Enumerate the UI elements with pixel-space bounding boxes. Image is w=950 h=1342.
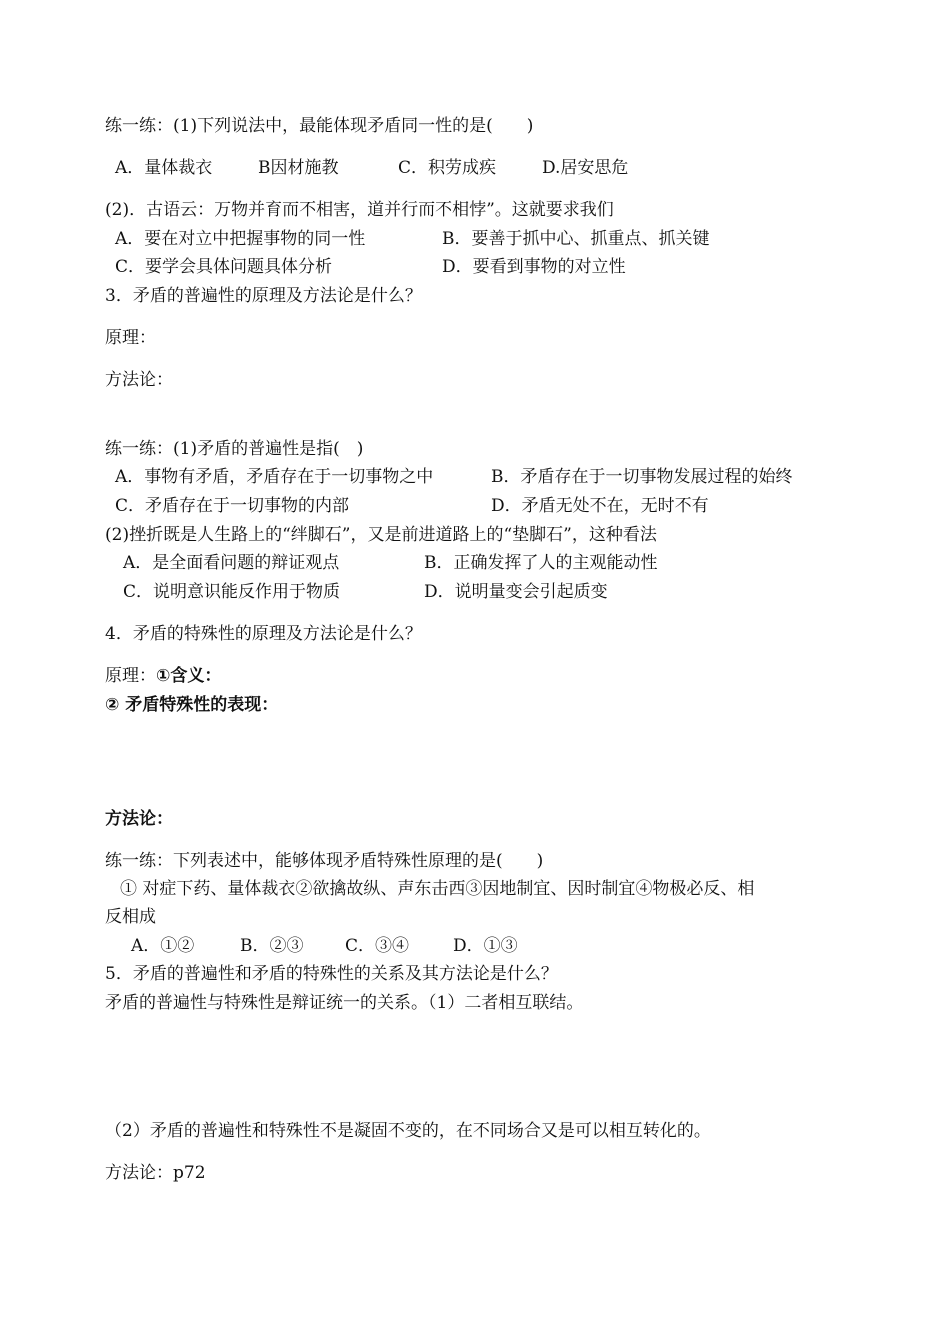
option-a: A．是全面看问题的辩证观点 [123, 553, 340, 573]
option-b: B因材施教 [258, 158, 339, 178]
option-d: D．矛盾无处不在，无时不有 [491, 496, 709, 516]
text-line: 练一练：(1)矛盾的普遍性是指( ) [105, 439, 364, 459]
text-line: 矛盾的普遍性与特殊性是辩证统一的关系。（1）二者相互联结。 [105, 993, 584, 1013]
text-line: 反相成 [105, 907, 156, 927]
text-line: (2)挫折既是人生路上的“绊脚石”，又是前进道路上的“垫脚石”，这种看法 [105, 525, 657, 545]
answer-label: 方法论： [105, 809, 173, 829]
question-heading: 3．矛盾的普遍性的原理及方法论是什么？ [105, 286, 422, 306]
answer-label: 原理： [105, 666, 156, 686]
option-a: A．事物有矛盾，矛盾存在于一切事物之中 [115, 467, 434, 487]
text-line: 练一练：下列表述中，能够体现矛盾特殊性原理的是( ) [105, 851, 544, 871]
option-a: A．要在对立中把握事物的同一性 [115, 229, 366, 249]
text-line: (2)．古语云：万物并育而不相害，道并行而不相悖”。这就要求我们 [105, 200, 614, 220]
option-d: D．要看到事物的对立性 [442, 257, 626, 277]
option-d: D．①③ [453, 936, 518, 956]
text-line: ① 对症下药、量体裁衣②欲擒故纵、声东击西③因地制宜、因时制宜④物极必反、相 [120, 879, 755, 899]
option-c: C．积劳成疾 [398, 158, 497, 178]
option-a: A．量体裁衣 [115, 158, 213, 178]
option-c: C．矛盾存在于一切事物的内部 [115, 496, 350, 516]
option-c: C．要学会具体问题具体分析 [115, 257, 333, 277]
option-b: B．正确发挥了人的主观能动性 [424, 553, 658, 573]
option-b: B．矛盾存在于一切事物发展过程的始终 [491, 467, 793, 487]
option-c: C．③④ [345, 936, 410, 956]
question-heading: 5．矛盾的普遍性和矛盾的特殊性的关系及其方法论是什么？ [105, 964, 558, 984]
answer-label: ② 矛盾特殊性的表现： [105, 695, 279, 715]
answer-label: 原理： [105, 328, 156, 348]
option-d: D.居安思危 [542, 158, 629, 178]
option-c: C．说明意识能反作用于物质 [123, 582, 341, 602]
answer-label: 方法论： [105, 370, 173, 390]
text-line: 练一练：(1)下列说法中，最能体现矛盾同一性的是( ) [105, 116, 534, 136]
question-heading: 4．矛盾的特殊性的原理及方法论是什么？ [105, 624, 422, 644]
option-b: B．②③ [240, 936, 304, 956]
answer-label: ①含义： [156, 666, 222, 686]
text-line: （2）矛盾的普遍性和特殊性不是凝固不变的，在不同场合又是可以相互转化的。 [105, 1121, 711, 1141]
option-d: D．说明量变会引起质变 [424, 582, 608, 602]
option-b: B．要善于抓中心、抓重点、抓关键 [442, 229, 710, 249]
option-a: A．①② [131, 936, 195, 956]
answer-label: 方法论：p72 [105, 1163, 206, 1183]
